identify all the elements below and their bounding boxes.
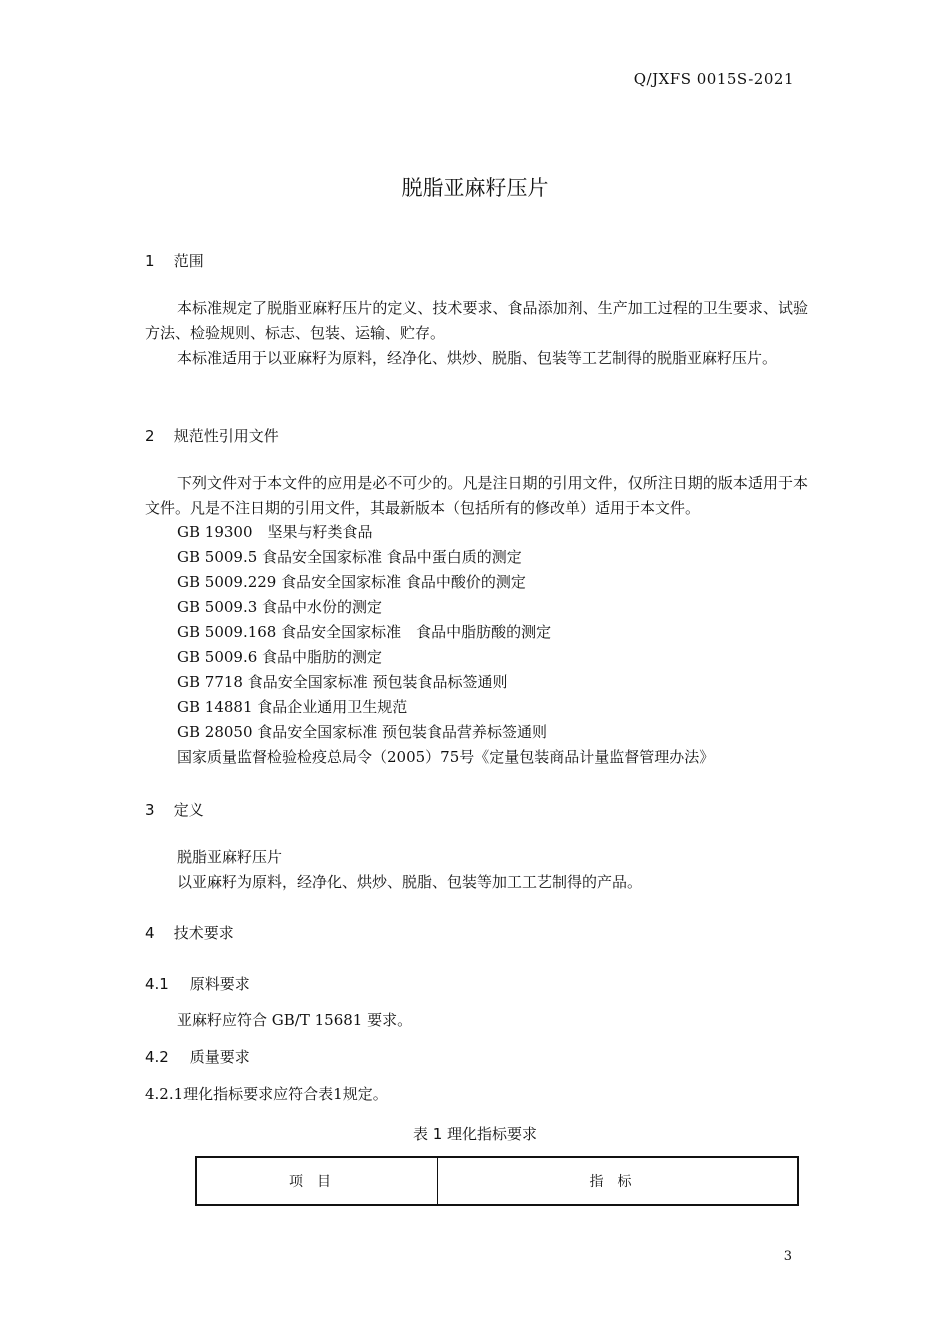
section-number: 3 [145, 801, 155, 819]
ref-item: GB 5009.5 食品安全国家标准 食品中蛋白质的测定 [177, 548, 522, 566]
scope-paragraph-1: 本标准规定了脱脂亚麻籽压片的定义、技术要求、食品添加剂、生产加工过程的卫生要求、试验方法、检验规则、标志、包装、运输、贮存。 [145, 299, 808, 342]
section-4-1-heading [145, 973, 250, 994]
ref-item: GB 7718 食品安全国家标准 预包装食品标签通则 [177, 673, 508, 691]
section-title: 质量要求 [189, 1048, 250, 1066]
ref-item: GB 14881 食品企业通用卫生规范 [177, 698, 408, 716]
quality-text: 4.2.1理化指标要求应符合表1规定。 [145, 1085, 388, 1103]
section-4-2-heading [145, 1046, 250, 1067]
definition-term: 脱脂亚麻籽压片 [177, 848, 283, 866]
section-number: 4 [145, 924, 155, 942]
section-3-heading [145, 799, 204, 820]
table-caption: 表 1 理化指标要求 [412, 1125, 538, 1143]
table-header-index: 指标 [589, 1174, 646, 1190]
refs-intro: 下列文件对于本文件的应用是必不可少的。凡是注日期的引用文件，仅所注日期的版本适用于本文件。凡是不注日期的引用文件，其最新版本（包括所有的修改单）适用于本文件。 [145, 474, 808, 517]
section-title: 定义 [173, 801, 204, 819]
section-title: 技术要求 [173, 924, 234, 942]
section-2-heading [145, 425, 279, 446]
section-title: 原料要求 [189, 975, 250, 993]
section-1-heading [145, 250, 204, 271]
section-number: 4.1 [145, 975, 169, 993]
page-number: 3 [783, 1249, 792, 1264]
ref-item: 国家质量监督检验检疫总局令（2005）75号《定量包装商品计量监督管理办法》 [177, 748, 715, 766]
ref-item: GB 19300 坚果与籽类食品 [177, 523, 373, 541]
section-number: 1 [145, 252, 155, 270]
document-title: 脱脂亚麻籽压片 [401, 176, 549, 200]
standard-number: Q/JXFS 0015S-2021 [633, 70, 794, 88]
ref-item: GB 5009.168 食品安全国家标准 食品中脂肪酸的测定 [177, 623, 552, 641]
raw-material-text: 亚麻籽应符合 GB/T 15681 要求。 [177, 1011, 413, 1029]
section-4-heading [145, 922, 234, 943]
section-number: 4.2 [145, 1048, 169, 1066]
ref-item: GB 28050 食品安全国家标准 预包装食品营养标签通则 [177, 723, 548, 741]
section-title: 规范性引用文件 [173, 427, 279, 445]
ref-item: GB 5009.6 食品中脂肪的测定 [177, 648, 383, 666]
spec-table [195, 1156, 799, 1206]
scope-paragraph-2: 本标准适用于以亚麻籽为原料，经净化、烘炒、脱脂、包装等工艺制得的脱脂亚麻籽压片。 [177, 349, 778, 367]
ref-item: GB 5009.3 食品中水份的测定 [177, 598, 383, 616]
ref-item: GB 5009.229 食品安全国家标准 食品中酸价的测定 [177, 573, 526, 591]
section-number: 2 [145, 427, 155, 445]
section-title: 范围 [173, 252, 204, 270]
definition-text: 以亚麻籽为原料，经净化、烘炒、脱脂、包装等加工工艺制得的产品。 [177, 873, 643, 891]
table-header-item: 项目 [197, 1158, 438, 1204]
